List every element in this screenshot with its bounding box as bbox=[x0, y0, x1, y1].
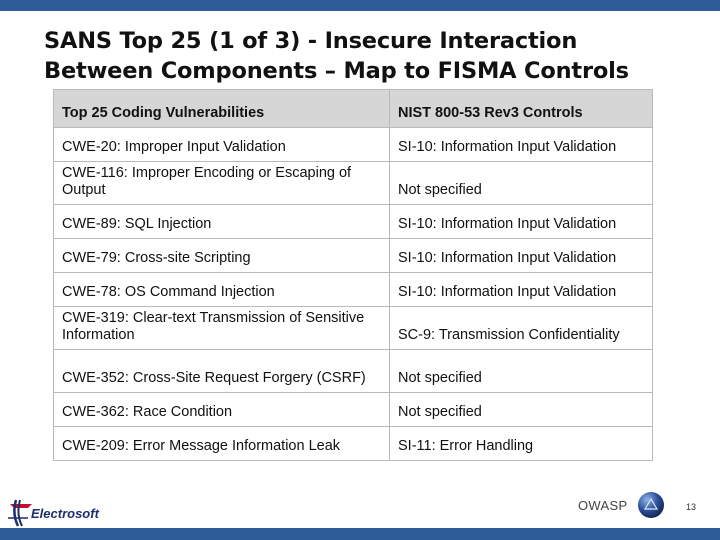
control-cell: SI-10: Information Input Validation bbox=[390, 273, 653, 307]
header-controls: NIST 800-53 Rev3 Controls bbox=[390, 90, 653, 128]
control-cell: Not specified bbox=[390, 393, 653, 427]
table-row bbox=[54, 273, 653, 307]
vulnerability-cell: CWE-79: Cross-site Scripting bbox=[54, 239, 390, 273]
table-row bbox=[54, 205, 653, 239]
vulnerability-cell: CWE-20: Improper Input Validation bbox=[54, 128, 390, 162]
control-cell: SI-10: Information Input Validation bbox=[390, 239, 653, 273]
vulnerability-cell: CWE-362: Race Condition bbox=[54, 393, 390, 427]
table-row bbox=[54, 393, 653, 427]
page-number: 13 bbox=[686, 502, 697, 512]
control-cell: Not specified bbox=[390, 350, 653, 393]
vulnerability-cell: CWE-116: Improper Encoding or Escaping of Output bbox=[54, 162, 390, 205]
bottom-bar bbox=[0, 528, 720, 540]
table-row bbox=[54, 427, 653, 461]
owasp-globe-icon bbox=[636, 490, 666, 520]
table-row bbox=[54, 128, 653, 162]
control-cell: SC-9: Transmission Confidentiality bbox=[390, 307, 653, 350]
table-row bbox=[54, 162, 653, 205]
logo-text: Electrosoft bbox=[31, 506, 99, 521]
control-cell: SI-11: Error Handling bbox=[390, 427, 653, 461]
control-cell: SI-10: Information Input Validation bbox=[390, 205, 653, 239]
vulnerability-cell: CWE-209: Error Message Information Leak bbox=[54, 427, 390, 461]
table-header-row bbox=[54, 90, 653, 128]
vulnerability-cell: CWE-319: Clear-text Transmission of Sensitive Information bbox=[54, 307, 390, 350]
top-bar bbox=[0, 0, 720, 11]
vulnerability-cell: CWE-89: SQL Injection bbox=[54, 205, 390, 239]
control-cell: Not specified bbox=[390, 162, 653, 205]
title-line-1: SANS Top 25 (1 of 3) - Insecure Interaction bbox=[44, 28, 578, 54]
slide-title bbox=[44, 26, 684, 86]
table-row bbox=[54, 239, 653, 273]
table-row bbox=[54, 307, 653, 350]
vulnerability-cell: CWE-352: Cross-Site Request Forgery (CSRF) bbox=[54, 350, 390, 393]
control-cell: SI-10: Information Input Validation bbox=[390, 128, 653, 162]
vulnerability-cell: CWE-78: OS Command Injection bbox=[54, 273, 390, 307]
mapping-table bbox=[53, 89, 653, 461]
header-vulnerabilities: Top 25 Coding Vulnerabilities bbox=[54, 90, 390, 128]
owasp-label: OWASP bbox=[578, 498, 628, 513]
title-line-2: Between Components – Map to FISMA Controls bbox=[44, 58, 629, 84]
table-row bbox=[54, 350, 653, 393]
